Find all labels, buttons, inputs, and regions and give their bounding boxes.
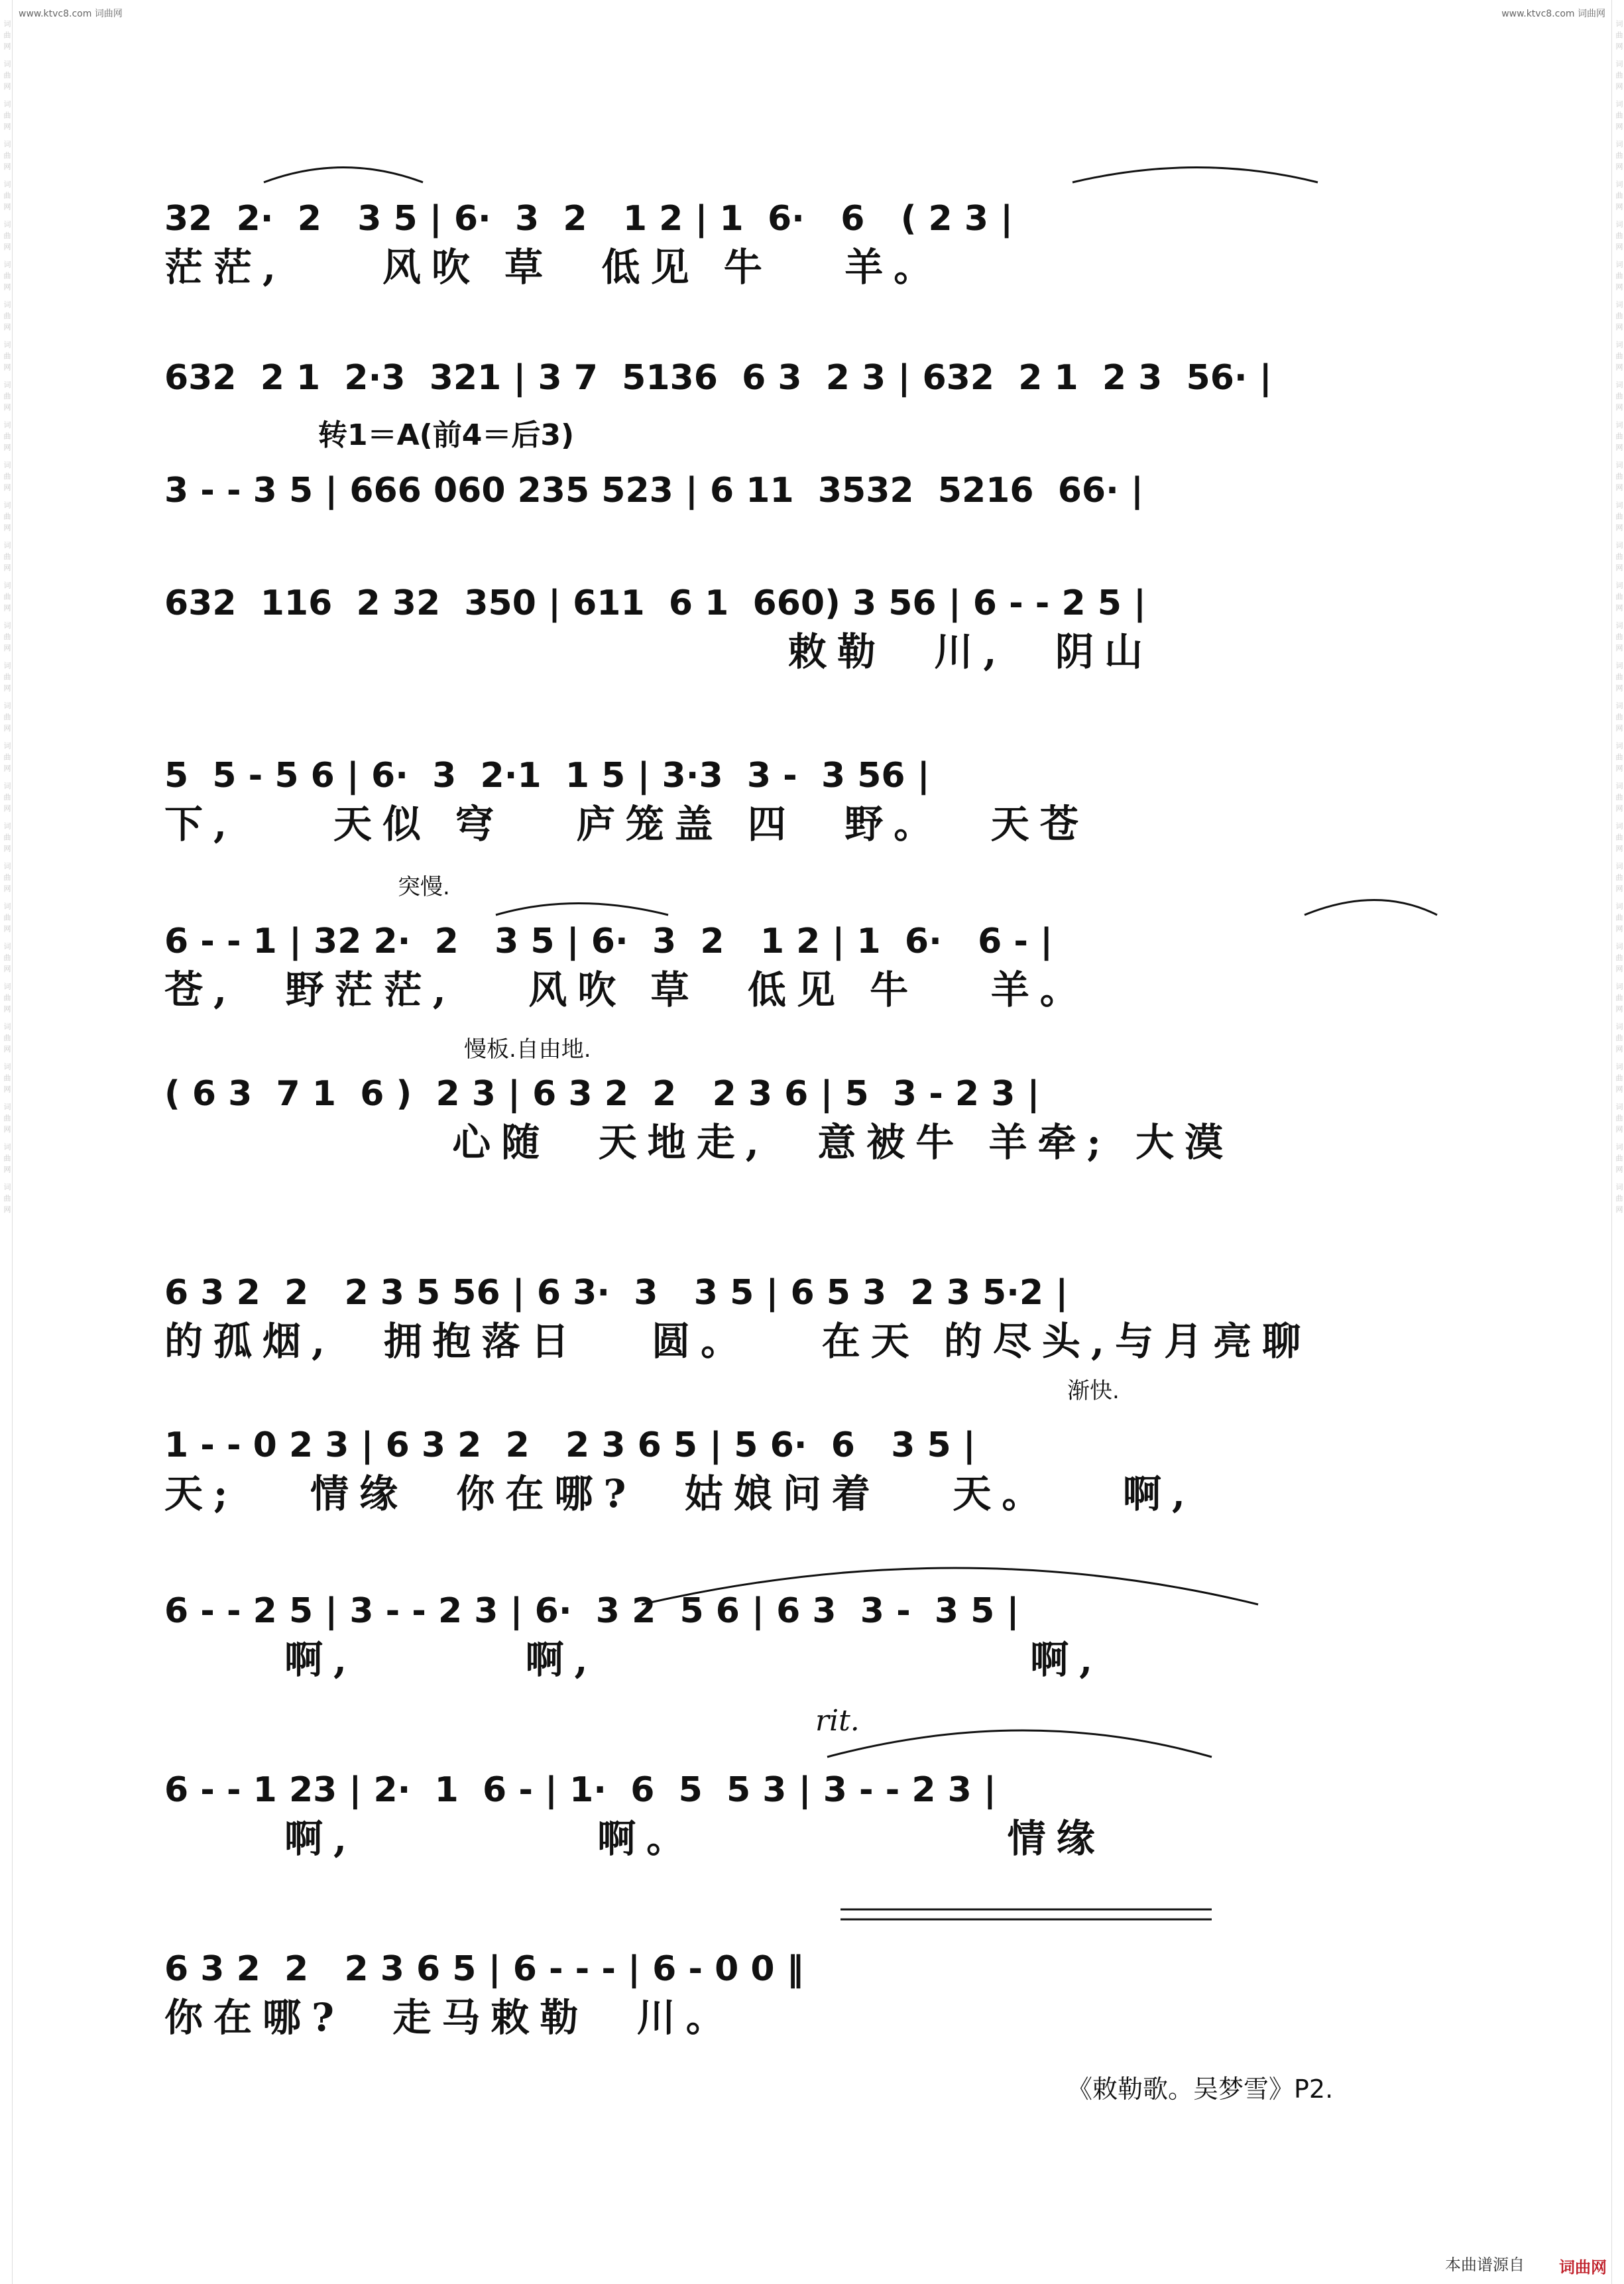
- notation-row: 6 3 2 2 2 3 5 56 | 6 3· 3 3 5 | 6 5 3 2 3 5·2 |: [164, 1273, 1069, 1313]
- lyric-row: 苍, 野茫茫, 风吹 草 低见 牛 羊。: [164, 968, 1089, 1012]
- lyric-row: 下, 天似 穹 庐笼盖 四 野。 天苍: [164, 802, 1089, 847]
- lyric-row: 敕勒 川, 阴山: [164, 630, 1153, 674]
- slur-mark: [827, 1730, 1212, 1757]
- lyric-row: 啊, 啊, 啊,: [164, 1638, 1104, 1682]
- source-credit: 《敕勒歌。吴梦雪》P2.: [1067, 2074, 1334, 2104]
- notation-row: 6 - - 1 23 | 2· 1 6 - | 1· 6 5 5 3 | 3 - - 2 3 |: [164, 1770, 996, 1810]
- notation-row: 6 - - 1 | 32 2· 2 3 5 | 6· 3 2 1 2 | 1 6· 6 - |: [164, 922, 1053, 961]
- notation-row: 632 2 1 2·3 321 | 3 7 5136 6 3 2 3 | 632 2 1 2 3 56· |: [164, 358, 1272, 398]
- notation-row: 5 5 - 5 6 | 6· 3 2·1 1 5 | 3·3 3 - 3 56 |: [164, 756, 930, 796]
- key-change-annotation: 转1＝A(前4＝后3): [318, 418, 575, 452]
- header-site-right: www.ktvc8.com 词曲网: [1501, 9, 1605, 19]
- footer-source-text: 本曲谱源自: [1445, 2255, 1525, 2274]
- notation-row: 6 - - 2 5 | 3 - - 2 3 | 6· 3 2 5 6 | 6 3 3 - 3 5 |: [164, 1591, 1019, 1631]
- lyric-row: 心随 天地走, 意被牛 羊牵; 大漠: [164, 1120, 1234, 1165]
- notation-row: ( 6 3 7 1 6 ) 2 3 | 6 3 2 2 2 3 6 | 5 3 - 2 3 |: [164, 1074, 1040, 1114]
- notation-row: 3 - - 3 5 | 666 060 235 523 | 6 11 3532 5216 66· |: [164, 471, 1143, 511]
- lyric-row: 的孤烟, 拥抱落日 圆。 在天 的尽头,与月亮聊: [164, 1319, 1312, 1364]
- tempo-rit: rit.: [815, 1704, 860, 1738]
- tempo-accel: 渐快.: [1067, 1378, 1120, 1404]
- tempo-slow-free: 慢板.自由地.: [464, 1036, 591, 1063]
- notation-row: 1 - - 0 2 3 | 6 3 2 2 2 3 6 5 | 5 6· 6 3 5 |: [164, 1425, 976, 1465]
- lyric-row: 天; 情缘 你在哪? 姑娘问着 天。 啊,: [164, 1472, 1196, 1516]
- slur-mark: [1073, 168, 1318, 183]
- lyric-row: 你在哪? 走马敕勒 川。: [164, 1996, 735, 2040]
- header-site-left: www.ktvc8.com 词曲网: [19, 9, 123, 19]
- side-watermark-left: 词曲网 词曲网 词曲网 词曲网 词曲网 词曲网 词曲网 词曲网 词曲网 词曲网 词曲网 词曲网 词曲网 词曲网 词曲网 词曲网 词曲网 词曲网 词曲网 词曲网 词曲网 词曲网 词曲网 词曲网 词曲网 词曲网 词曲网 词曲网 词曲网 词曲网: [3, 20, 11, 1217]
- lyric-row: 啊, 啊。 情缘: [164, 1817, 1106, 1861]
- lyric-row: [164, 511, 1458, 557]
- tempo-sudden-slow: 突慢.: [398, 874, 450, 900]
- lyric-row: 茫茫, 风吹 草 低见 牛 羊。: [164, 245, 943, 290]
- left-margin-strip: [0, 0, 13, 2284]
- side-watermark-right: 词曲网 词曲网 词曲网 词曲网 词曲网 词曲网 词曲网 词曲网 词曲网 词曲网 词曲网 词曲网 词曲网 词曲网 词曲网 词曲网 词曲网 词曲网 词曲网 词曲网 词曲网 词曲网 词曲网 词曲网 词曲网 词曲网 词曲网 词曲网 词曲网 词曲网: [1615, 20, 1623, 1217]
- notation-row: 32 2· 2 3 5 | 6· 3 2 1 2 | 1 6· 6 ( 2 3 |: [164, 199, 1014, 239]
- notation-row: 6 3 2 2 2 3 6 5 | 6 - - - | 6 - 0 0 ‖: [164, 1949, 804, 1989]
- slur-mark: [264, 168, 423, 183]
- footer-logo[interactable]: 词曲网: [1559, 2258, 1607, 2277]
- notation-row: 632 116 2 32 350 | 611 6 1 660) 3 56 | 6 - - 2 5 |: [164, 583, 1147, 623]
- right-margin-strip: [1611, 0, 1624, 2284]
